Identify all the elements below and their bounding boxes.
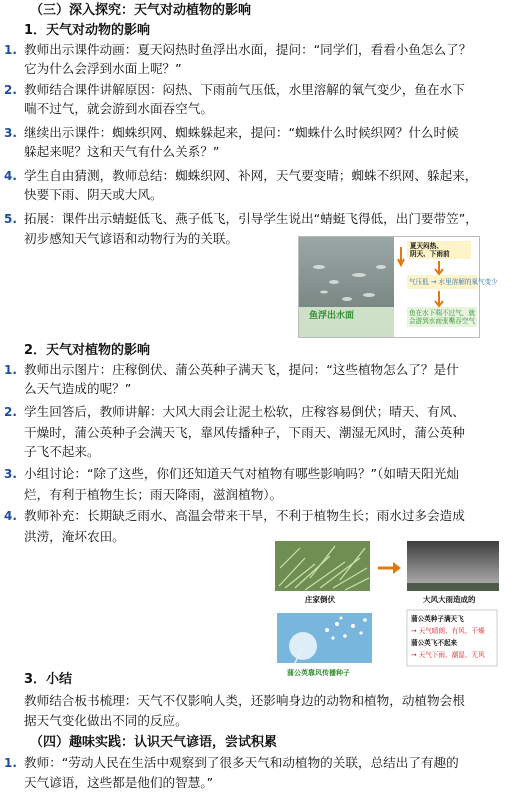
item-line: 教师出示图片：庄稼倒伏、蒲公英种子满天飞，提问：“这些植物怎么了？是什: [24, 362, 459, 377]
item-line: 躲起来呢？这和天气有什么关系？”: [24, 144, 220, 159]
fish-box1-line1: 夏天闷热、: [410, 242, 443, 250]
crop-caption: 庄家倒伏: [305, 595, 335, 604]
item-number: 1.: [4, 363, 17, 377]
note-line-2: → 天气晴朗、有风、干燥: [411, 627, 485, 635]
item-line: 小组讨论：“除了这些，你们还知道天气对植物有哪些影响吗？”（如晴天阳光灿: [24, 466, 459, 481]
fish-caption: 鱼浮出水面: [309, 311, 355, 321]
item-line: 喘不过气，就会游到水面吞空气。: [24, 101, 213, 116]
item-line: 教师结合课件讲解原因：闷热、下雨前气压低，水里溶解的氧气变少，鱼在水下: [24, 82, 465, 97]
item-line: 教师出示课件动画：夏天闷热时鱼浮出水面，提问：“同学们，看看小鱼怎么了？: [24, 42, 472, 57]
item-line: 学生回答后，教师讲解：大风大雨会让泥土松软，庄稼容易倒伏；晴天、有风、: [24, 404, 465, 419]
item-number: 2.: [4, 405, 17, 419]
summary-line: 据天气变化做出不同的反应。: [24, 713, 188, 728]
item-line: 洪涝，淹坏农田。: [24, 529, 125, 544]
note-line-3: 蒲公英飞不起来: [411, 639, 458, 647]
section4-heading: （四）趣味实践：认识天气谚语，尝试积累: [30, 735, 278, 750]
fish-box3-line2: 会游到水面张嘴吞空气: [409, 317, 475, 325]
item-number: 3.: [4, 126, 17, 140]
summary-line: 教师结合板书梳理：天气不仅影响人类，还影响身边的动物和植物，动植物会根: [24, 693, 465, 708]
fish-box1-line2: 阴天、下雨前: [410, 250, 450, 258]
item-line: 子飞不起来。: [24, 444, 100, 459]
note-line-4: → 天气下雨、潮湿、无风: [411, 651, 485, 659]
item-line: 学生自由猜测，教师总结：蜘蛛织网、补网，天气要变晴；蜘蛛不织网、躲起来，: [24, 168, 478, 183]
item-line: 拓展：课件出示蜻蜓低飞、燕子低飞，引导学生说出“蜻蜓飞得低，出门要带笠”，: [24, 211, 478, 226]
item-line: 它为什么会浮到水面上呢？”: [24, 61, 182, 76]
item-line: 么天气造成的呢？”: [24, 381, 132, 396]
item-line: 烂，有利于植物生长；雨天降雨，滋润植物）。: [24, 487, 283, 502]
item-number: 3.: [4, 467, 17, 481]
dandelion-caption: 蒲公英靠风传播种子: [287, 669, 350, 677]
item-number: 1.: [4, 756, 17, 770]
storm-caption: 大风大雨造成的: [423, 595, 476, 604]
item-number: 2.: [4, 83, 17, 97]
item-line: 干燥时，蒲公英种子会满天飞，靠风传播种子，下雨天、潮湿无风时，蒲公英种: [24, 425, 465, 440]
fish-box2: 气压低 → 水里溶解的氧气变少: [409, 278, 498, 286]
item-line: 快要下雨、阴天或大风。: [24, 187, 163, 202]
note-line-1: 蒲公英种子满天飞: [411, 615, 464, 623]
fish-box3-line1: 鱼在水下喘不过气，就: [409, 309, 475, 317]
item-line: 继续出示课件：蜘蛛织网、蜘蛛躲起来，提问：“蜘蛛什么时候织网？什么时候: [24, 125, 459, 140]
item-line: 教师：“劳动人民在生活中观察到了很多天气和动植物的关联，总结出了有趣的: [24, 755, 459, 770]
item-number: 1.: [4, 43, 17, 57]
item-number: 4.: [4, 509, 17, 523]
section3-heading: （三）深入探究：天气对动植物的影响: [30, 3, 252, 18]
sub3-title: 3．小结: [24, 672, 73, 687]
sub1-title: 1．天气对动物的影响: [24, 23, 151, 38]
item-line: 天气谚语，这些都是他们的智慧。”: [24, 775, 214, 790]
plant-figure: [275, 538, 503, 677]
item-number: 5.: [4, 212, 17, 226]
item-line: 教师补充：长期缺乏雨水、高温会带来干旱，不利于植物生长；雨水过多会造成: [24, 508, 465, 523]
sub2-title: 2．天气对植物的影响: [24, 343, 151, 358]
fish-figure: [298, 236, 498, 338]
item-number: 4.: [4, 169, 17, 183]
item-line: 初步感知天气谚语和动物行为的关联。: [24, 231, 239, 246]
